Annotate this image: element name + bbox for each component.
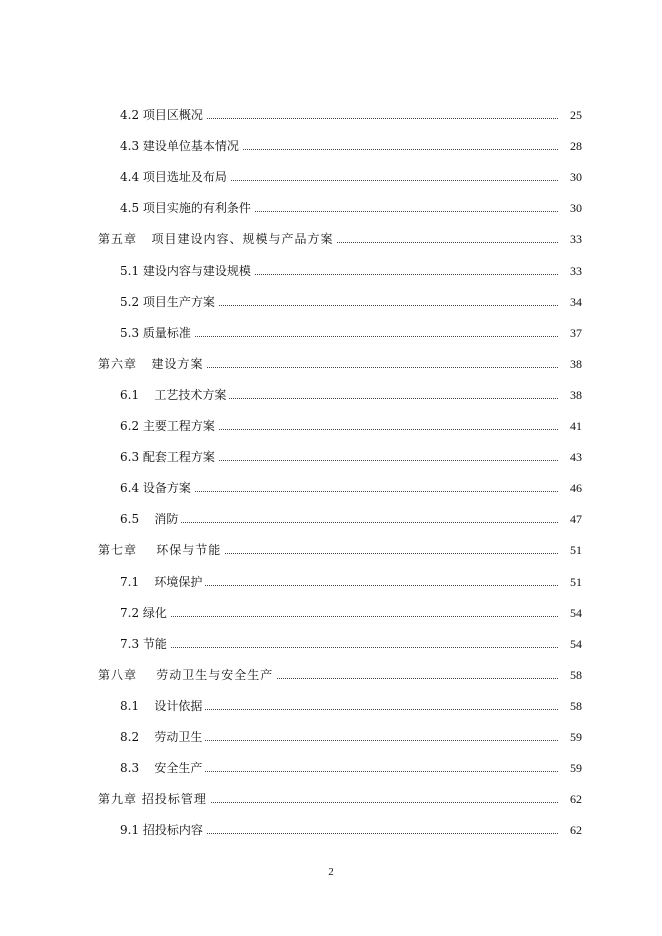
toc-entry-title: 6.5 消防	[120, 509, 181, 529]
toc-entry-page: 54	[567, 603, 582, 623]
toc-section-entry[interactable]	[0, 727, 662, 747]
toc-entry-page: 25	[567, 105, 582, 125]
toc-entry-page: 62	[567, 820, 582, 840]
toc-section-entry[interactable]	[0, 323, 662, 343]
toc-entry-title: 7.3 节能	[120, 634, 170, 654]
toc-entry-title: 9.1 招投标内容	[120, 820, 206, 840]
toc-entry-page: 41	[567, 416, 582, 436]
toc-section-entry[interactable]	[0, 603, 662, 623]
toc-entry-page: 37	[567, 323, 582, 343]
toc-section-entry[interactable]	[0, 634, 662, 654]
toc-dot-leader	[120, 522, 558, 523]
toc-section-entry[interactable]	[0, 572, 662, 592]
toc-section-entry[interactable]	[0, 820, 662, 840]
toc-entry-page: 54	[567, 634, 582, 654]
toc-section-entry[interactable]	[0, 136, 662, 156]
toc-entry-page: 51	[567, 572, 582, 592]
toc-section-entry[interactable]	[0, 478, 662, 498]
toc-entry-page: 34	[567, 292, 582, 312]
toc-entry-page: 51	[567, 540, 582, 560]
toc-section-entry[interactable]	[0, 167, 662, 187]
toc-entry-title: 7.1 环境保护	[120, 572, 205, 592]
toc-entry-page: 58	[567, 665, 582, 685]
toc-entry-title: 第八章 劳动卫生与安全生产	[98, 665, 276, 685]
toc-entry-page: 38	[567, 354, 582, 374]
toc-entry-page: 33	[567, 261, 582, 281]
toc-entry-page: 30	[567, 198, 582, 218]
toc-entry-page: 43	[567, 447, 582, 467]
toc-section-entry[interactable]	[0, 292, 662, 312]
toc-entry-title: 6.2 主要工程方案	[120, 416, 218, 436]
toc-chapter-entry[interactable]	[0, 540, 662, 560]
toc-entry-title: 4.4 项目选址及布局	[120, 167, 230, 187]
toc-entry-page: 59	[567, 758, 582, 778]
toc-entry-page: 59	[567, 727, 582, 747]
toc-section-entry[interactable]	[0, 758, 662, 778]
toc-entry-title: 第六章 建设方案	[98, 354, 206, 374]
toc-entry-title: 第七章 环保与节能	[98, 540, 224, 560]
toc-chapter-entry[interactable]	[0, 354, 662, 374]
toc-dot-leader	[120, 616, 558, 617]
toc-entry-page: 47	[567, 509, 582, 529]
toc-entry-page: 46	[567, 478, 582, 498]
toc-section-entry[interactable]	[0, 385, 662, 405]
toc-entry-title: 第九章 招投标管理	[98, 789, 210, 809]
page-number: 2	[328, 866, 334, 878]
toc-entry-title: 4.5 项目实施的有利条件	[120, 198, 254, 218]
toc-entry-title: 5.2 项目生产方案	[120, 292, 218, 312]
toc-section-entry[interactable]	[0, 105, 662, 125]
toc-entry-page: 62	[567, 789, 582, 809]
toc-entry-title: 6.4 设备方案	[120, 478, 194, 498]
toc-entry-title: 8.2 劳动卫生	[120, 727, 205, 747]
toc-section-entry[interactable]	[0, 447, 662, 467]
toc-entry-title: 5.3 质量标准	[120, 323, 194, 343]
toc-section-entry[interactable]	[0, 416, 662, 436]
toc-entry-title: 7.2 绿化	[120, 603, 170, 623]
toc-section-entry[interactable]	[0, 198, 662, 218]
toc-entry-title: 4.3 建设单位基本情况	[120, 136, 242, 156]
toc-chapter-entry[interactable]	[0, 229, 662, 249]
toc-entry-page: 38	[567, 385, 582, 405]
toc-section-entry[interactable]	[0, 509, 662, 529]
toc-entry-title: 第五章 项目建设内容、规模与产品方案	[98, 229, 336, 249]
toc-chapter-entry[interactable]	[0, 665, 662, 685]
toc-dot-leader	[120, 647, 558, 648]
toc-chapter-entry[interactable]	[0, 789, 662, 809]
toc-section-entry[interactable]	[0, 261, 662, 281]
toc-entry-page: 28	[567, 136, 582, 156]
toc-entry-title: 5.1 建设内容与建设规模	[120, 261, 254, 281]
toc-entry-page: 58	[567, 696, 582, 716]
toc-section-entry[interactable]	[0, 696, 662, 716]
toc-entry-page: 33	[567, 229, 582, 249]
toc-entry-title: 8.3 安全生产	[120, 758, 205, 778]
toc-entry-page: 30	[567, 167, 582, 187]
toc-entry-title: 6.3 配套工程方案	[120, 447, 218, 467]
toc-entry-title: 6.1 工艺技术方案	[120, 385, 229, 405]
toc-entry-title: 8.1 设计依据	[120, 696, 205, 716]
toc-entry-title: 4.2 项目区概况	[120, 105, 206, 125]
